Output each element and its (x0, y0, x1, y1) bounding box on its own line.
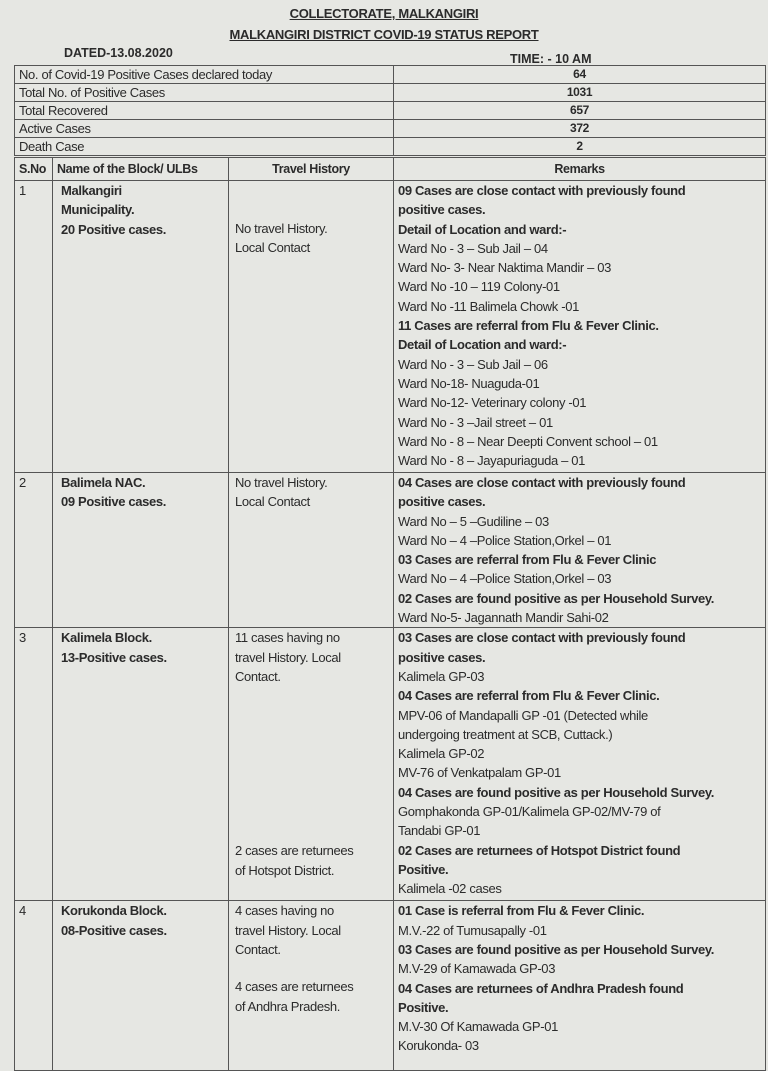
header-travel: Travel History (229, 158, 394, 181)
table-row (15, 473, 766, 628)
remark-line: M.V-29 of Kamawada GP-03 (398, 961, 556, 977)
row-sno: 2 (15, 473, 53, 628)
row-block-name: Balimela NAC. 09 Positive cases. (53, 473, 229, 628)
header-name: Name of the Block/ ULBs (53, 158, 229, 181)
remark-line: positive cases. (398, 202, 486, 218)
remark-line: undergoing treatment at SCB, Cuttack.) (398, 726, 613, 742)
remark-line: 04 Cases are close contact with previously found (398, 475, 686, 490)
remark-line: Ward No-18- Nuaguda-01 (398, 375, 540, 391)
remark-line: 04 Cases are found positive as per Household Survey. (398, 784, 715, 800)
summary-label: Total Recovered (15, 102, 394, 120)
remark-line: Kalimela -02 cases (398, 881, 502, 897)
remark-line: Positive. (398, 861, 449, 877)
travel-history-text: No travel History. Local Contact (235, 221, 328, 256)
row-block-name: Malkangiri Municipality. 20 Positive cases. (53, 181, 229, 473)
remark-line: M.V-30 Of Kamawada GP-01 (398, 1019, 558, 1035)
row-remarks (394, 181, 766, 473)
summary-label: Total No. of Positive Cases (15, 84, 394, 102)
remark-line: Ward No - 3 – Sub Jail – 04 (398, 240, 548, 256)
summary-value: 64 (394, 66, 766, 84)
row-block-name: Kalimela Block. 13-Positive cases. (53, 628, 229, 901)
report-time: TIME: - 10 AM (510, 52, 592, 66)
remark-line: 04 Cases are returnees of Andhra Pradesh found (398, 980, 684, 996)
remark-line: Ward No - 8 – Near Deepti Convent school – 01 (398, 433, 658, 449)
row-sno: 4 (15, 901, 53, 1071)
remark-line: 04 Cases are referral from Flu & Fever Clinic. (398, 688, 660, 704)
remark-line: Ward No – 4 –Police Station,Orkel – 01 (398, 532, 612, 548)
remark-line: 09 Cases are close contact with previously found (398, 183, 686, 198)
remark-line: Ward No – 5 –Gudiline – 03 (398, 513, 549, 529)
remark-line: Detail of Location and ward:- (398, 221, 567, 237)
report-date: DATED-13.08.2020 (64, 46, 173, 60)
remark-line: Ward No -11 Balimela Chowk -01 (398, 298, 579, 314)
remark-line: Ward No-5- Jagannath Mandir Sahi-02 (398, 610, 609, 626)
remark-line: M.V.-22 of Tumusapally -01 (398, 922, 547, 938)
summary-row (15, 102, 766, 120)
table-header-row (15, 158, 766, 181)
remark-line: Korukonda- 03 (398, 1038, 479, 1054)
remark-line: 03 Cases are close contact with previously found (398, 630, 686, 646)
remark-line: 02 Cases are found positive as per Household Survey. (398, 590, 715, 606)
summary-value: 657 (394, 102, 766, 120)
row-travel-history (229, 473, 394, 628)
row-sno: 1 (15, 181, 53, 473)
remark-line: Ward No - 8 – Jayapuriaguda – 01 (398, 453, 586, 469)
header-remarks: Remarks (394, 158, 766, 181)
remark-line: Ward No- 3- Near Naktima Mandir – 03 (398, 260, 612, 276)
summary-row (15, 138, 766, 156)
remark-line: 11 Cases are referral from Flu & Fever Clinic. (398, 318, 659, 334)
summary-row (15, 84, 766, 102)
report-title: MALKANGIRI DISTRICT COVID-19 STATUS REPORT (229, 27, 539, 42)
remark-line: 03 Cases are referral from Flu & Fever Clinic (398, 552, 657, 568)
remark-line: Detail of Location and ward:- (398, 337, 567, 353)
remark-line: 01 Case is referral from Flu & Fever Clinic. (398, 903, 645, 919)
summary-value: 2 (394, 138, 766, 156)
remark-line: MPV-06 of Mandapalli GP -01 (Detected while (398, 707, 648, 723)
header-sno: S.No (15, 158, 53, 181)
summary-label: Death Case (15, 138, 394, 156)
row-travel-history (229, 901, 394, 1071)
remark-line: 03 Cases are found positive as per Household Survey. (398, 941, 715, 957)
summary-label: No. of Covid-19 Positive Cases declared today (15, 66, 394, 84)
remark-line: Ward No-12- Veterinary colony -01 (398, 395, 587, 411)
remark-line: Gomphakonda GP-01/Kalimela GP-02/MV-79 of (398, 804, 661, 820)
summary-row (15, 66, 766, 84)
remark-line: MV-76 of Venkatpalam GP-01 (398, 765, 561, 781)
remark-line: Tandabi GP-01 (398, 823, 481, 839)
remark-line: positive cases. (398, 649, 486, 665)
row-travel-history (229, 628, 394, 901)
row-sno: 3 (15, 628, 53, 901)
summary-row (15, 120, 766, 138)
travel-history-text: 4 cases are returnees of Andhra Pradesh. (235, 979, 354, 1014)
remark-line: 02 Cases are returnees of Hotspot District found (398, 842, 681, 858)
summary-table (14, 65, 766, 156)
table-row (15, 628, 766, 901)
remark-line: Ward No -10 – 119 Colony-01 (398, 279, 560, 295)
remark-line: Kalimela GP-02 (398, 746, 485, 762)
remark-line: Positive. (398, 999, 449, 1015)
row-remarks (394, 473, 766, 628)
travel-history-text: No travel History. Local Contact (235, 475, 328, 510)
remark-line: Kalimela GP-03 (398, 668, 485, 684)
remark-line: Ward No - 3 – Sub Jail – 06 (398, 356, 548, 372)
table-row (15, 181, 766, 473)
summary-label: Active Cases (15, 120, 394, 138)
summary-value: 1031 (394, 84, 766, 102)
block-status-table (14, 157, 766, 1071)
remark-line: Ward No - 3 –Jail street – 01 (398, 414, 553, 430)
row-remarks (394, 901, 766, 1071)
row-remarks (394, 628, 766, 901)
remark-line: positive cases. (398, 494, 486, 510)
row-block-name: Korukonda Block. 08-Positive cases. (53, 901, 229, 1071)
row-travel-history (229, 181, 394, 473)
remark-line: Ward No – 4 –Police Station,Orkel – 03 (398, 571, 612, 587)
summary-value: 372 (394, 120, 766, 138)
travel-history-text: 2 cases are returnees of Hotspot District. (235, 843, 354, 878)
office-title: COLLECTORATE, MALKANGIRI (289, 6, 479, 21)
travel-history-text: 4 cases having no travel History. Local Contact. (235, 903, 341, 957)
travel-history-text: 11 cases having no travel History. Local Contact. (235, 630, 341, 684)
table-row (15, 901, 766, 1071)
